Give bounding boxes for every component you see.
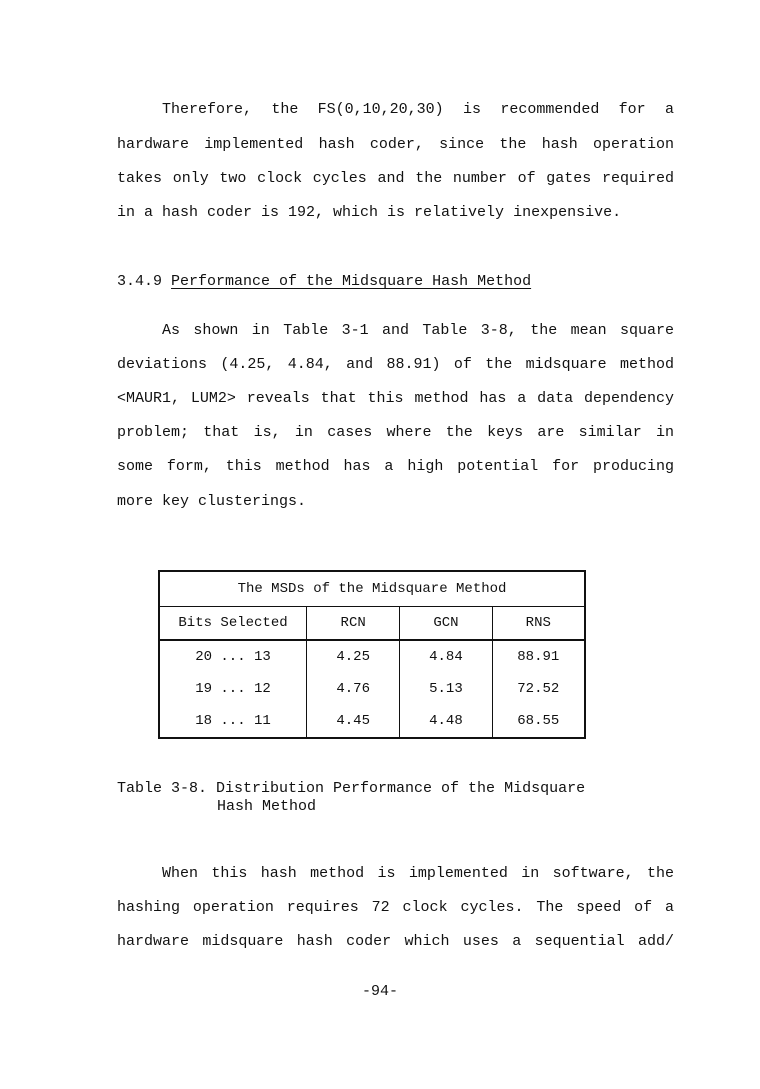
text-line: some form, this method has a high potential for producing: [117, 458, 674, 475]
caption-line-2: Hash Method: [217, 798, 317, 815]
column-header: GCN: [400, 607, 492, 641]
table-row: [159, 705, 585, 738]
text-line: deviations (4.25, 4.84, and 88.91) of the midsquare method: [117, 356, 674, 373]
text-line: hardware midsquare hash coder which uses a sequential add/: [117, 933, 674, 950]
column-header: RCN: [307, 607, 400, 641]
table-cell: 5.13: [400, 673, 492, 705]
table-title: The MSDs of the Midsquare Method: [159, 571, 585, 607]
table-cell: 4.45: [307, 705, 400, 738]
table-cell: 19 ... 12: [159, 673, 307, 705]
text-line: in a hash coder is 192, which is relatively inexpensive.: [117, 204, 622, 221]
text-line: more key clusterings.: [117, 493, 307, 510]
table-cell: 20 ... 13: [159, 640, 307, 673]
table-cell: 4.76: [307, 673, 400, 705]
text-line: problem; that is, in cases where the keys are similar in: [117, 424, 674, 441]
table-row: [159, 673, 585, 705]
table-cell: 68.55: [492, 705, 585, 738]
column-header: RNS: [492, 607, 585, 641]
text-line: Therefore, the FS(0,10,20,30) is recommended for a: [162, 101, 674, 118]
table-cell: 18 ... 11: [159, 705, 307, 738]
table-cell: 4.48: [400, 705, 492, 738]
table-cell: 72.52: [492, 673, 585, 705]
text-line: When this hash method is implemented in software, the: [162, 865, 674, 882]
table-caption: [117, 780, 585, 816]
text-line: takes only two clock cycles and the number of gates required: [117, 170, 674, 187]
table-cell: 88.91: [492, 640, 585, 673]
section-number: 3.4.9: [117, 273, 163, 290]
page-number: -94-: [361, 983, 398, 1000]
column-header: Bits Selected: [159, 607, 307, 641]
caption-line-1: Table 3-8. Distribution Performance of the Midsquare: [117, 780, 586, 797]
table-cell: 4.84: [400, 640, 492, 673]
table-cell: 4.25: [307, 640, 400, 673]
text-line: As shown in Table 3-1 and Table 3-8, the mean square: [162, 322, 674, 339]
table-row: [159, 640, 585, 673]
text-line: hashing operation requires 72 clock cycles. The speed of a: [117, 899, 674, 916]
msd-table: [158, 570, 586, 739]
text-line: hardware implemented hash coder, since the hash operation: [117, 136, 674, 153]
section-heading: [117, 272, 531, 292]
text-line: <MAUR1, LUM2> reveals that this method has a data dependency: [117, 390, 674, 407]
section-title: Performance of the Midsquare Hash Method: [171, 273, 532, 290]
